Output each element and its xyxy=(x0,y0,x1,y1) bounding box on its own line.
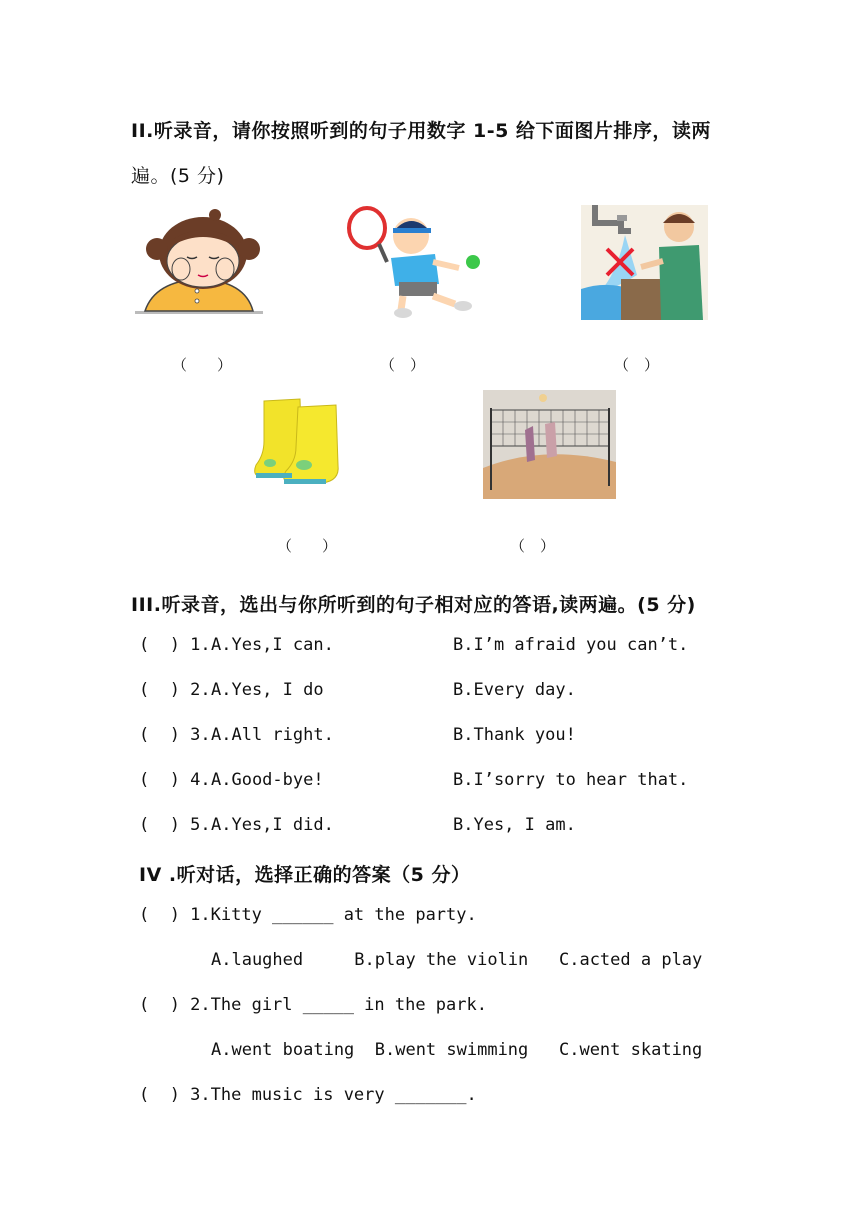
picture1-answer-blank[interactable]: （ ） xyxy=(172,356,233,374)
section2-title-line1 xyxy=(131,116,711,143)
q4-1-stem: ( ) 1.Kitty ______ at the party. xyxy=(139,905,477,925)
q4-2-stem: ( ) 2.The girl _____ in the park. xyxy=(139,995,487,1015)
section4-numeral: IV . xyxy=(139,864,177,886)
section4-title xyxy=(139,860,470,887)
q3-3-option-b: B.Thank you! xyxy=(453,725,576,745)
q3-3-prefix: ( ) 3. xyxy=(139,725,211,745)
volleyball-picture xyxy=(483,390,616,499)
q3-2-prefix: ( ) 2. xyxy=(139,680,211,700)
q3-1-option-b: B.I’m afraid you can’t. xyxy=(453,635,689,655)
q3-4-prefix: ( ) 4. xyxy=(139,770,211,790)
boy-playing-tennis-picture xyxy=(343,206,488,320)
q3-3-option-a: A.All right. xyxy=(211,725,334,745)
picture4-answer-blank[interactable]: （ ） xyxy=(277,537,338,555)
section4-title-text: 听对话，选择正确的答案（5 分） xyxy=(176,864,471,886)
rain-boots-picture xyxy=(242,385,371,499)
section3-title xyxy=(131,590,696,617)
section2-title-text: 听录音，请你按照听到的句子用数字 1-5 给下面图片排序，读两 xyxy=(153,120,711,142)
q3-5-prefix: ( ) 5. xyxy=(139,815,211,835)
picture5-answer-blank[interactable]: （ ） xyxy=(510,537,556,555)
q3-5-option-a: A.Yes,I did. xyxy=(211,815,334,835)
q4-1-options: A.laughed B.play the violin C.acted a play xyxy=(211,950,703,970)
q4-3-stem: ( ) 3.The music is very _______. xyxy=(139,1085,477,1105)
q3-1-option-a: A.Yes,I can. xyxy=(211,635,334,655)
q3-4-option-a: A.Good-bye! xyxy=(211,770,324,790)
picture3-answer-blank[interactable]: （ ） xyxy=(614,356,660,374)
q3-1-prefix: ( ) 1. xyxy=(139,635,211,655)
q3-2-option-a: A.Yes, I do xyxy=(211,680,324,700)
picture2-answer-blank[interactable]: （ ） xyxy=(380,356,426,374)
girl-rubbing-eyes-picture xyxy=(135,205,265,317)
q3-2-option-b: B.Every day. xyxy=(453,680,576,700)
section2-numeral: II. xyxy=(131,120,154,142)
q3-5-option-b: B.Yes, I am. xyxy=(453,815,576,835)
q3-4-option-b: B.I’sorry to hear that. xyxy=(453,770,689,790)
no-wasting-water-picture xyxy=(581,205,708,320)
section2-title-line2: 遍。(5 分) xyxy=(131,165,225,187)
section3-title-text: 听录音，选出与你所听到的句子相对应的答语,读两遍。(5 分) xyxy=(161,594,696,616)
section3-numeral: III. xyxy=(131,594,162,616)
q4-2-options: A.went boating B.went swimming C.went skating xyxy=(211,1040,703,1060)
